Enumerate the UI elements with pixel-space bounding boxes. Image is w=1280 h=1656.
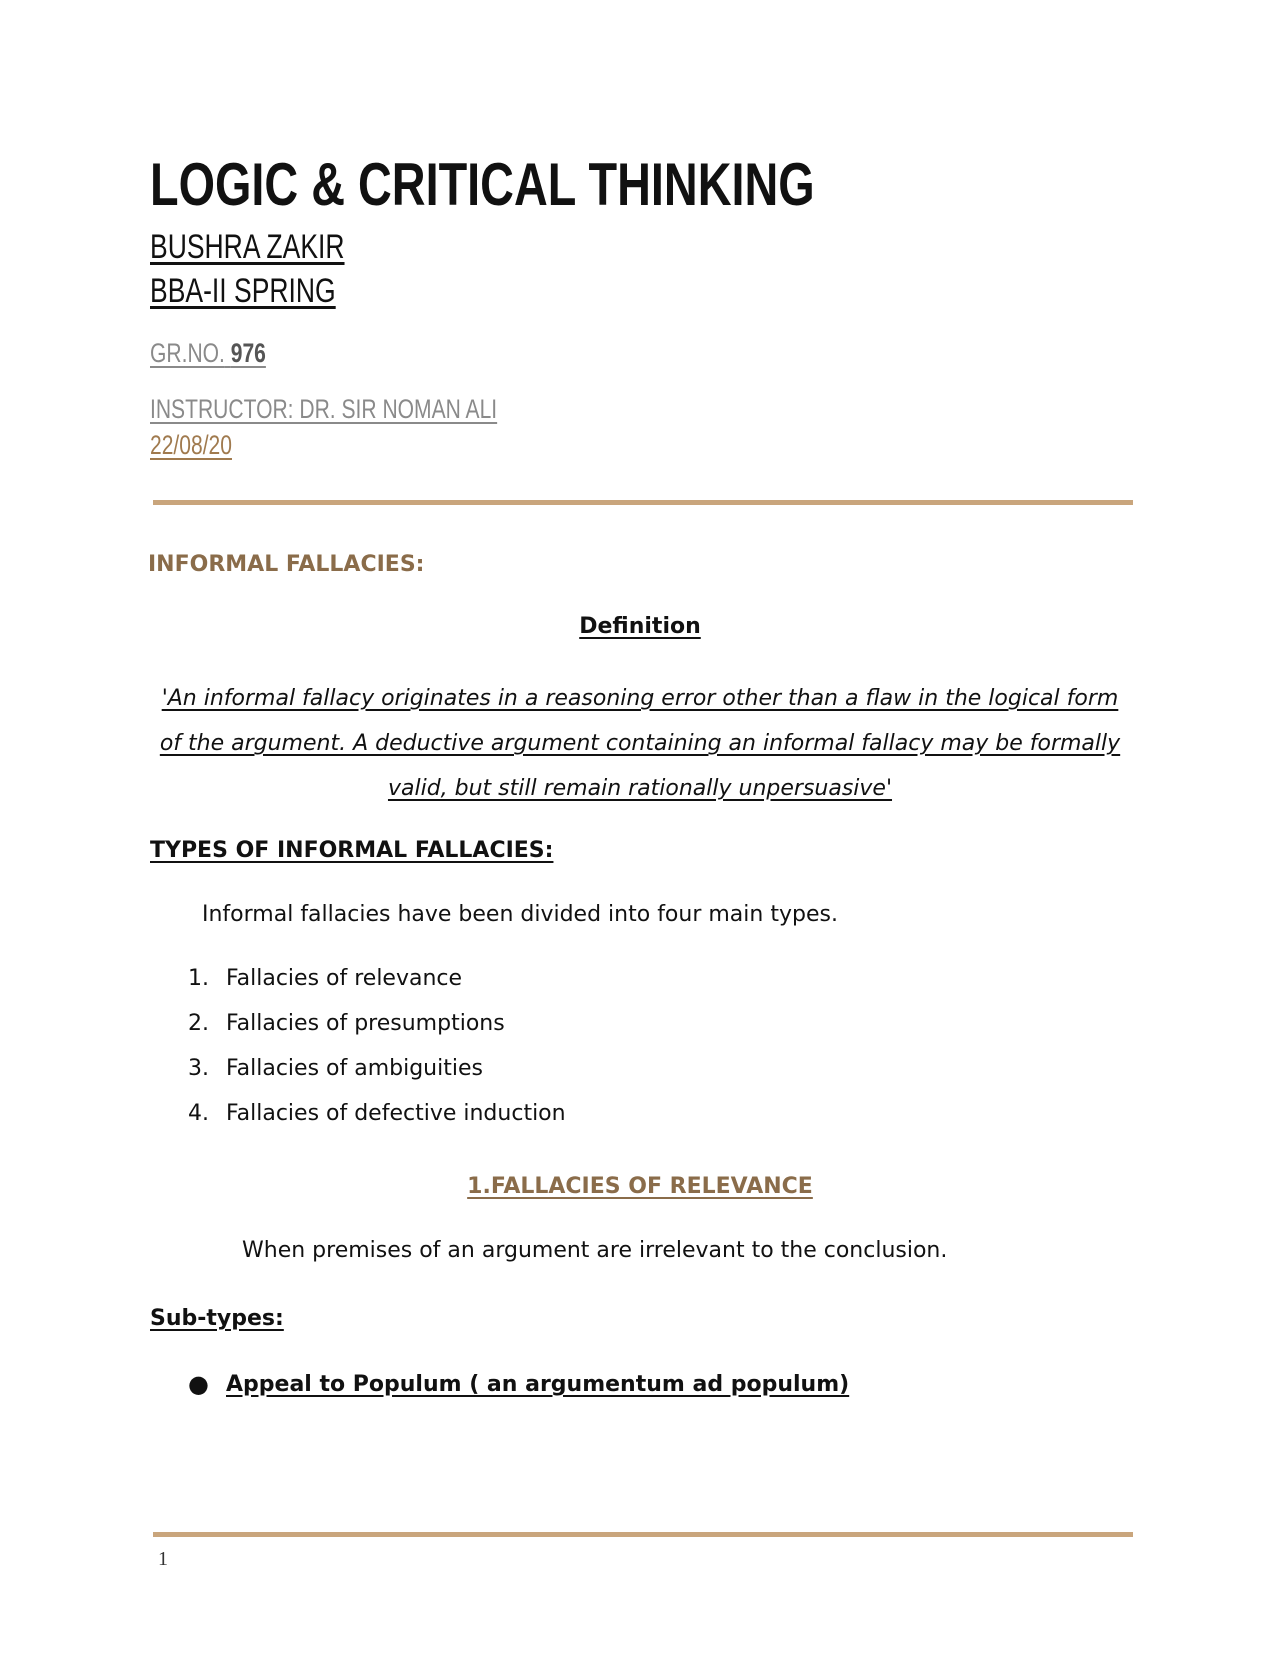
definition-quote: 'An informal fallacy originates in a reasoning error other than a flaw in the logical form of the argument. A deductive argument containing an informal fallacy may be formally valid, but still remain rationally unpersuasive'	[159, 686, 1121, 801]
relevance-heading: 1.FALLACIES OF RELEVANCE	[467, 1174, 813, 1199]
instructor-line: INSTRUCTOR: DR. SIR NOMAN ALI	[150, 394, 498, 424]
gr-label: GR.NO.	[150, 338, 225, 368]
program-name: BBA-II SPRING	[150, 272, 336, 310]
list-item-number: 4.	[188, 1101, 209, 1126]
list-item-number: 3.	[188, 1056, 209, 1081]
document-title: LOGIC & CRITICAL THINKING	[150, 151, 815, 218]
list-item-number: 2.	[188, 1011, 209, 1036]
student-name: BUSHRA ZAKIR	[150, 228, 345, 266]
types-heading: TYPES OF INFORMAL FALLACIES:	[150, 838, 554, 863]
list-item-number: 1.	[188, 966, 209, 991]
page-number: 1	[158, 1548, 168, 1570]
list-item-label: Fallacies of ambiguities	[226, 1056, 483, 1081]
list-item-label: Fallacies of relevance	[226, 966, 463, 991]
subtype-label: Appeal to Populum ( an argumentum ad populum)	[226, 1372, 850, 1397]
header-divider	[153, 500, 1133, 505]
gr-number: 976	[230, 338, 266, 368]
bullet-icon: ●	[188, 1370, 209, 1398]
types-intro: Informal fallacies have been divided into four main types.	[202, 902, 838, 927]
gr-number-line	[150, 338, 266, 369]
date-line: 22/08/20	[150, 430, 232, 460]
subtypes-heading: Sub-types:	[150, 1306, 284, 1331]
footer-divider	[153, 1532, 1133, 1537]
list-item-label: Fallacies of presumptions	[226, 1011, 505, 1036]
relevance-text: When premises of an argument are irrelevant to the conclusion.	[242, 1238, 948, 1263]
section-heading: INFORMAL FALLACIES:	[148, 552, 425, 577]
list-item-label: Fallacies of defective induction	[226, 1101, 566, 1126]
definition-label: Definition	[579, 614, 701, 639]
